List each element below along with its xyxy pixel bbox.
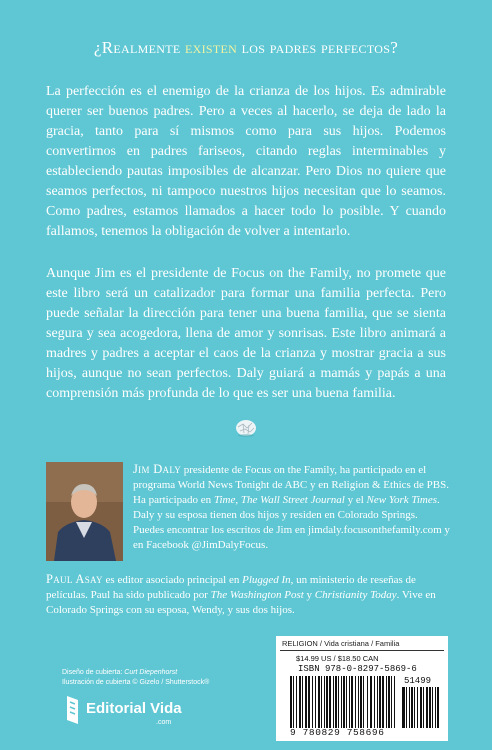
barcode-bar (391, 676, 392, 728)
publisher-domain: .com (156, 719, 172, 726)
publisher-mark-icon (64, 694, 84, 726)
headline-accent: existen (185, 38, 238, 57)
headline-part2: los padres perfectos? (237, 38, 399, 57)
barcode-bar (417, 687, 418, 728)
barcode-bar (299, 676, 301, 728)
barcode-number: 9 780829 758696 (290, 727, 385, 738)
description-paragraph-1: La perfección es el enemigo de la crianza de los hijos. Es admirable querer ser buenos padres. Pero a veces al hacerlo, se deja de lado la gracia, tanto para sí mismos como para sus hijos. Podemos convertirnos en padres fariseos, citando reglas interminables y estableciendo pautas imposibles de alcanzar. Pero Dios no quiere que seamos perfectos, ni tampoco nuestros hijos necesitan que lo seamos. Como padres, estamos llamados a hacer todo lo posible. Y cuando fallamos, tenemos la obligación de volver a intentarlo. (46, 84, 446, 239)
isbn-barcode-box (276, 636, 448, 741)
barcode-bar (305, 676, 307, 728)
barcode-bar (358, 676, 359, 728)
barcode-bar (318, 676, 320, 728)
barcode-bar (346, 676, 347, 728)
barcode-bar (420, 687, 422, 728)
barcode-bar (423, 687, 424, 728)
barcode-bar (349, 676, 350, 728)
barcode-bar (426, 687, 428, 728)
author-name-jim: Jim Daly (133, 462, 182, 476)
barcode-bar (394, 676, 395, 728)
barcode-bar (377, 676, 378, 728)
barcode-bar (374, 676, 375, 728)
headline-part1: ¿Realmente (93, 38, 186, 57)
barcode-bar (329, 676, 331, 728)
barcode-bar (370, 676, 372, 728)
barcode-bar (302, 676, 303, 728)
barcode-bar (360, 676, 362, 728)
barcode-bar (363, 676, 364, 728)
bio-jim-daly: Jim Daly presidente de Focus on the Family, ha participado en el programa World News Tonight de ABC y en Religion & Ethics de PBS. Ha participado en Time, The Wall Street Journal y el New York Times. Daly y su esposa tienen dos hijos y residen en Colorado Springs. Puedes encontrar los escritos de Jim en jimdaly.focusonthefamily.com y en Facebook @JimDalyFocus. (133, 462, 450, 551)
barcode-addon-number: 51499 (404, 676, 432, 686)
description-paragraph-2: Aunque Jim es el presidente de Focus on the Family, no promete que este libro será un catalizador para formar una familia perfecta. Pero puede señalar la dirección para tener una buena familia, que se sienta segura y sea acogedora, llena de amor y sonrisas. Este libro animará a madres y padres a aceptar el caos de la crianza y mostrar gracia a sus hijos, aunque no sean perfectos. Daly guiará a mamás y papás a una comprensión más profunda de lo que es ser una buena familia. (46, 266, 446, 401)
author-photo (46, 462, 123, 561)
barcode-bar (382, 676, 384, 728)
barcode-bar (411, 687, 413, 728)
barcode-bar (324, 676, 325, 728)
publisher-name: Editorial Vida (86, 700, 182, 717)
barcode-bar (414, 687, 415, 728)
barcode-bar (326, 676, 328, 728)
barcode-bar (351, 676, 353, 728)
barcode-bar (308, 676, 310, 728)
barcode-bar (315, 676, 316, 728)
barcode-bar (409, 687, 410, 728)
bio-paul-asay: Paul Asay es editor asociado principal en Plugged In, un ministerio de reseñas de películas. Paul ha sido publicado por The Washington Post y Christianity Today. Vive en Colorado Springs con su esposa, Wendy, y sus dos hijos. (46, 572, 436, 616)
barcode-bar (386, 676, 387, 728)
barcode-bar (388, 676, 390, 728)
barcode-bar (432, 687, 433, 728)
addon-barcode (402, 687, 440, 728)
barcode-bar (379, 676, 381, 728)
category-divider (280, 650, 444, 651)
barcode-bar (429, 687, 431, 728)
barcode-bar (406, 687, 407, 728)
barcode-bar (437, 687, 439, 728)
barcode-bar (338, 676, 339, 728)
barcode-bar (333, 676, 334, 728)
headline (0, 38, 492, 58)
barcode-bar (435, 687, 436, 728)
barcode-bar (343, 676, 345, 728)
main-barcode (290, 676, 396, 728)
price-label: $14.99 US / $18.50 CAN (296, 654, 379, 663)
barcode-bar (290, 676, 292, 728)
author-name-paul: Paul Asay (46, 572, 103, 586)
barcode-bar (341, 676, 342, 728)
barcode-bar (312, 676, 313, 728)
barcode-bar (321, 676, 322, 728)
crumpled-paper-icon (235, 419, 257, 437)
barcode-bar (367, 676, 368, 728)
credit-illustration: Ilustración de cubierta © Gizelo / Shutterstock® (62, 679, 210, 686)
credit-design: Diseño de cubierta: Curt Diepenhorst (62, 669, 178, 676)
barcode-bar (335, 676, 337, 728)
bisac-category: RELIGION / Vida cristiana / Familia (282, 639, 400, 648)
isbn-text: ISBN 978-0-8297-5869-6 (298, 664, 417, 674)
barcode-bar (296, 676, 297, 728)
barcode-bar (402, 687, 405, 728)
barcode-bar (293, 676, 294, 728)
publisher-logo (64, 694, 194, 728)
barcode-bar (355, 676, 356, 728)
cover-credits (62, 668, 209, 688)
